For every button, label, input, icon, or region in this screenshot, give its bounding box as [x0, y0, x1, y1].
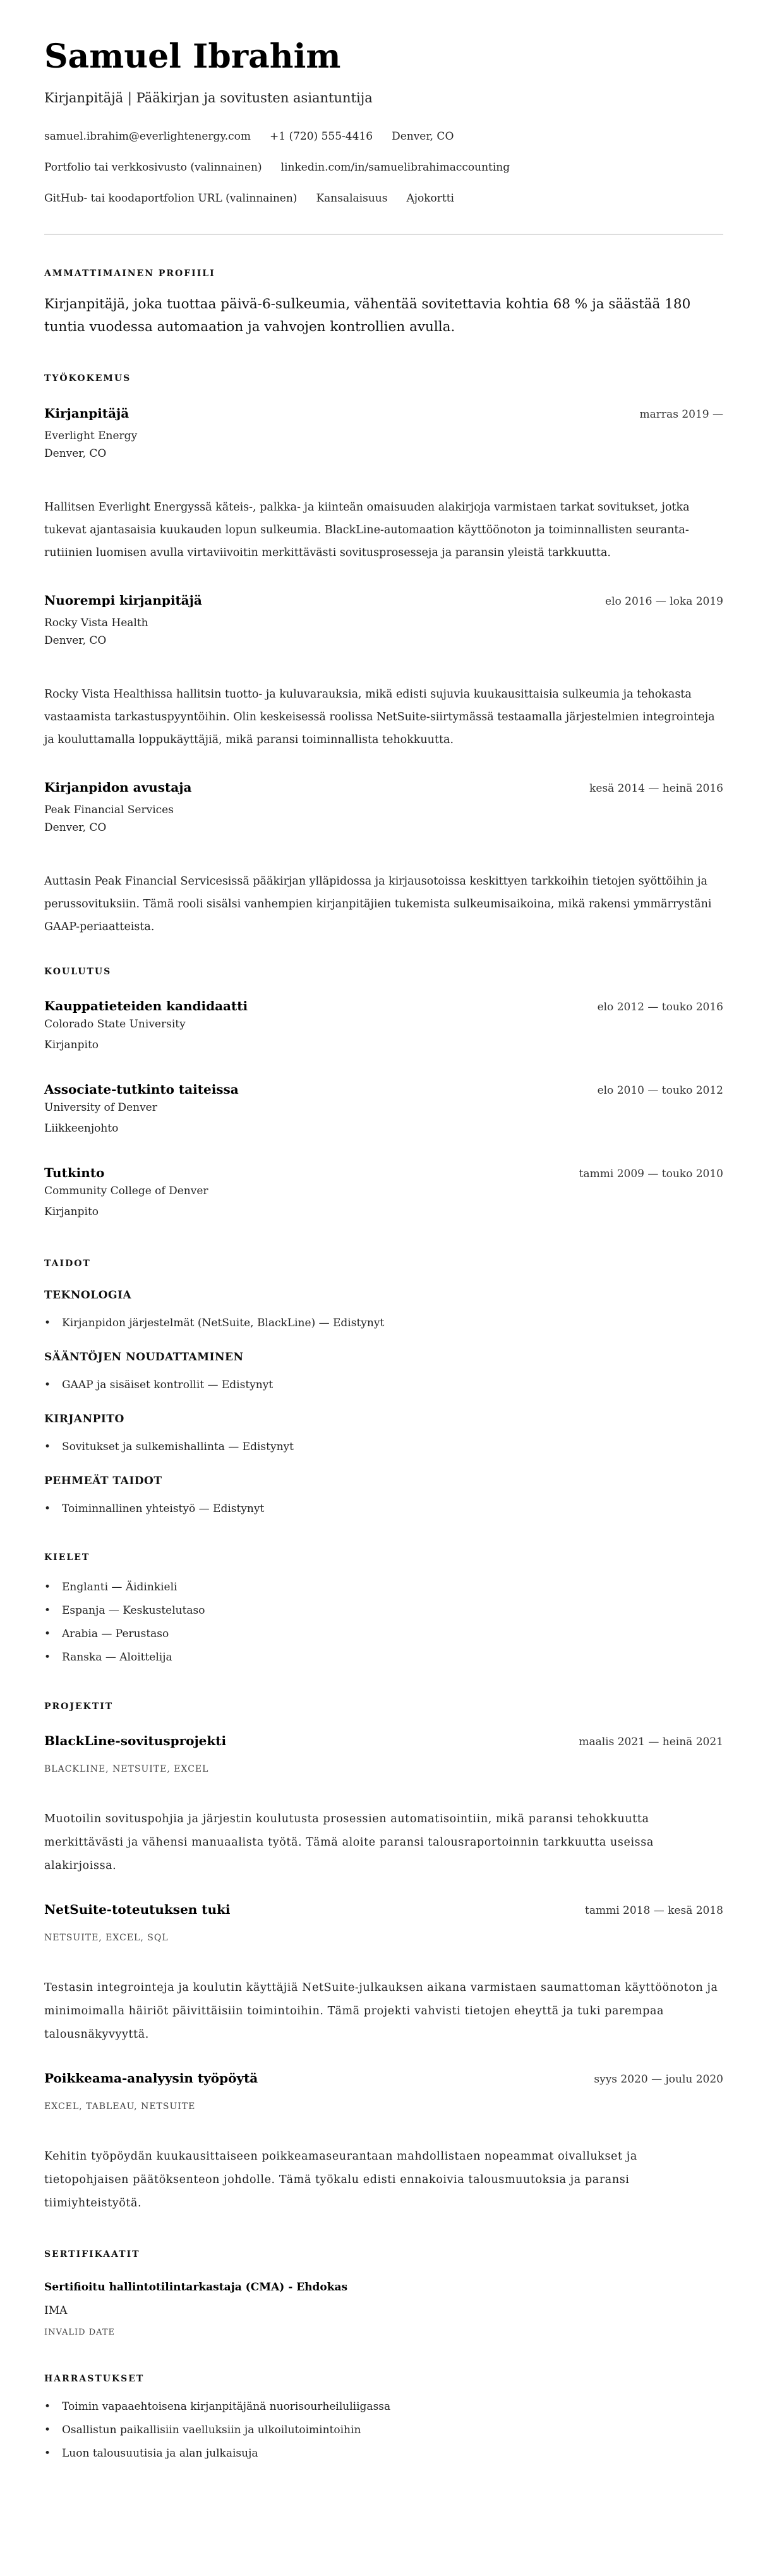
project-entry	[44, 1901, 723, 2047]
job-entry	[44, 404, 723, 564]
section-title: PROJEKTIT	[44, 1702, 114, 1712]
list-item-text: Toimin vapaaehtoisena kirjanpitäjänä nuorisourheiluliigassa	[62, 2400, 391, 2413]
skill-category: KIRJANPITO	[44, 1413, 124, 1425]
hobby-item	[44, 2419, 723, 2442]
list-item-text: Osallistun paikallisiin vaelluksiin ja ulkoilutoimintoihin	[62, 2424, 361, 2436]
school-name: Colorado State University	[44, 1018, 186, 1031]
skill-item	[44, 1497, 723, 1520]
header-divider	[44, 234, 723, 235]
date-range: tammi 2018 — kesä 2018	[584, 1904, 723, 1917]
job-description: Rocky Vista Healthissa hallitsin tuotto- ja kuluvarauksia, mikä edisti sujuvia kuukausittaisia sulkeumia ja tehokasta vastaamista tarkastuspyyntöihin. Olin keskeisessä roolissa NetSuite-siirtymässä testaamalla järjestelmien integrointeja ja kouluttamalla loppukäyttäjiä, mikä paransi toiminnallista tehokkuutta.	[44, 688, 715, 746]
bullet-icon: •	[44, 1503, 51, 1515]
date-range: tammi 2009 — touko 2010	[579, 1168, 723, 1180]
project-title: NetSuite-toteutuksen tuki	[44, 1902, 231, 1917]
list-item-text: GAAP ja sisäiset kontrollit — Edistynyt	[62, 1379, 274, 1391]
candidate-name: Samuel Ibrahim	[44, 37, 341, 76]
field-of-study: Kirjanpito	[44, 1039, 99, 1051]
list-item-text: Kirjanpidon järjestelmät (NetSuite, BlackLine) — Edistynyt	[62, 1317, 385, 1329]
school-name: University of Denver	[44, 1101, 157, 1114]
degree-title: Kauppatieteiden kandidaatti	[44, 998, 248, 1013]
entry-header	[44, 1080, 723, 1099]
experience-section	[44, 372, 723, 938]
project-tags: EXCEL, TABLEAU, NETSUITE	[44, 2101, 196, 2112]
project-description: Muotoilin sovituspohjia ja järjestin koulutusta prosessien automatisointiin, mikä paransi tehokkuutta merkittävästi ja vähensi manuaalista työtä. Tämä aloite paransi talousraportoinnin tarkkuutta useissa alakirjoissa.	[44, 1813, 654, 1872]
job-entry	[44, 591, 723, 751]
citizenship-text: Kansalaisuus	[316, 192, 388, 205]
contact-line	[44, 158, 723, 177]
skill-item	[44, 1374, 723, 1396]
bullet-icon: •	[44, 1379, 51, 1391]
bullet-icon: •	[44, 1651, 51, 1664]
bullet-icon: •	[44, 2400, 51, 2413]
project-title: BlackLine-sovitusprojekti	[44, 1733, 227, 1748]
project-tags: BLACKLINE, NETSUITE, EXCEL	[44, 1764, 209, 1774]
job-description: Auttasin Peak Financial Servicesissä pääkirjan ylläpidossa ja kirjausotoissa keskittyen tarkkoihin tietojen syöttöihin ja perussovituksiin. Tämä rooli sisälsi vanhempien kirjanpitäjien tukemista sulkeumisaikoina, mikä rakensi ymmärrystäni GAAP-periaatteista.	[44, 875, 712, 933]
job-title: Nuorempi kirjanpitäjä	[44, 593, 202, 608]
degree-title: Associate-tutkinto taiteissa	[44, 1082, 239, 1097]
profile-text: Kirjanpitäjä, joka tuottaa päivä-6-sulkeumia, vähentää sovitettavia kohtia 68 % ja säästää 180 tuntia vuodessa automaation ja vahvojen kontrollien avulla.	[44, 296, 691, 335]
skill-list	[44, 1436, 723, 1458]
date-range: syys 2020 — joulu 2020	[594, 2073, 723, 2086]
education-section	[44, 965, 723, 1225]
entry-header	[44, 778, 723, 797]
language-item	[44, 1599, 723, 1623]
section-title: SERTIFIKAATIT	[44, 2249, 140, 2259]
entry-header	[44, 997, 723, 1016]
bullet-icon: •	[44, 1604, 51, 1617]
company-name: Rocky Vista Health	[44, 617, 148, 629]
hobby-item	[44, 2442, 723, 2465]
bullet-icon: •	[44, 1317, 51, 1329]
bullet-icon: •	[44, 1581, 51, 1593]
resume-header	[44, 38, 723, 208]
date-range: kesä 2014 — heinä 2016	[589, 782, 723, 795]
section-title: TYÖKOKEMUS	[44, 373, 131, 384]
job-location: Denver, CO	[44, 821, 107, 834]
section-title: HARRASTUKSET	[44, 2374, 145, 2384]
education-entry	[44, 997, 723, 1058]
language-item	[44, 1623, 723, 1646]
certification-entry	[44, 2279, 723, 2340]
field-of-study: Liikkeenjohto	[44, 1122, 119, 1135]
language-item	[44, 1576, 723, 1599]
hobbies-section	[44, 2373, 723, 2465]
job-description: Hallitsen Everlight Energyssä käteis-, palkka- ja kiinteän omaisuuden alakirjoja varmistaen tarkat sovitukset, jotka tukevat ajantasaisia kuukauden lopun sulkeumia. BlackLine-automaation käyttöönoton ja toiminnallisten seuranta-rutiinien luomisen avulla virtaviivoitin merkittävästi sovitusprosesseja ja paransin yleistä tarkkuutta.	[44, 501, 690, 559]
date-range: elo 2016 — loka 2019	[605, 595, 723, 608]
project-entry	[44, 2069, 723, 2215]
entry-header	[44, 2069, 723, 2088]
drivers-license-text: Ajokortti	[406, 192, 454, 205]
skill-category: PEHMEÄT TAIDOT	[44, 1475, 162, 1487]
project-description: Kehitin työpöydän kuukausittaiseen poikkeamaseurantaan mahdollistaen nopeammat oivallukset ja tietopohjaisen päätöksenteon johdolle. Tämä työkalu edisti ennakoivia talousmuutoksia ja paransi tiimiyhteistyötä.	[44, 2150, 637, 2210]
job-title: Kirjanpitäjä	[44, 406, 129, 421]
skill-item	[44, 1436, 723, 1458]
bullet-icon: •	[44, 1628, 51, 1640]
entry-header	[44, 1901, 723, 1920]
section-title: TAIDOT	[44, 1259, 91, 1269]
location-text: Denver, CO	[392, 130, 454, 143]
company-name: Peak Financial Services	[44, 804, 174, 816]
list-item-text: Englanti — Äidinkieli	[62, 1581, 177, 1593]
list-item-text: Espanja — Keskustelutaso	[62, 1604, 205, 1617]
languages-section	[44, 1551, 723, 1669]
section-title: KIELET	[44, 1552, 90, 1563]
field-of-study: Kirjanpito	[44, 1206, 99, 1218]
email-link[interactable]: samuel.ibrahim@everlightenergy.com	[44, 130, 251, 143]
skill-list	[44, 1497, 723, 1520]
phone-text: +1 (720) 555-4416	[270, 130, 373, 143]
certification-date: INVALID DATE	[44, 2328, 115, 2337]
section-title: KOULUTUS	[44, 967, 112, 977]
company-name: Everlight Energy	[44, 430, 138, 442]
project-tags: NETSUITE, EXCEL, SQL	[44, 1933, 169, 1943]
profile-section	[44, 267, 723, 339]
contact-line	[44, 189, 723, 208]
project-description: Testasin integrointeja ja koulutin käyttäjiä NetSuite-julkauksen aikana varmistaen saumattoman käyttöönoton ja minimoimalla häiriöt päivittäisiin toimintoihin. Tämä projekti vahvisti tietojen eheyttä ja tuki parempaa talousnäkyvyyttä.	[44, 1981, 718, 2041]
job-title: Kirjanpidon avustaja	[44, 780, 192, 795]
skill-list	[44, 1374, 723, 1396]
github-link[interactable]: GitHub- tai koodaportfolion URL (valinnainen)	[44, 192, 298, 205]
entry-header	[44, 1164, 723, 1183]
candidate-headline: Kirjanpitäjä | Pääkirjan ja sovitusten asiantuntija	[44, 90, 373, 106]
portfolio-link[interactable]: Portfolio tai verkkosivusto (valinnainen)	[44, 161, 262, 174]
list-item-text: Luon talousuutisia ja alan julkaisuja	[62, 2447, 258, 2460]
section-title: AMMATTIMAINEN PROFIILI	[44, 269, 215, 279]
education-entry	[44, 1080, 723, 1141]
certification-issuer: IMA	[44, 2304, 68, 2317]
bullet-icon: •	[44, 1441, 51, 1453]
skill-list	[44, 1312, 723, 1334]
contact-line	[44, 127, 723, 146]
list-item-text: Sovitukset ja sulkemishallinta — Edistynyt	[62, 1441, 294, 1453]
bullet-icon: •	[44, 2424, 51, 2436]
linkedin-link[interactable]: linkedin.com/in/samuelibrahimaccounting	[280, 161, 510, 174]
projects-section	[44, 1700, 723, 2215]
hobby-item	[44, 2395, 723, 2419]
job-entry	[44, 778, 723, 938]
education-entry	[44, 1164, 723, 1225]
bullet-icon: •	[44, 2447, 51, 2460]
skill-item	[44, 1312, 723, 1334]
project-title: Poikkeama-analyysin työpöytä	[44, 2071, 258, 2086]
entry-header	[44, 404, 723, 423]
skills-section	[44, 1257, 723, 1520]
job-location: Denver, CO	[44, 634, 107, 647]
date-range: maalis 2021 — heinä 2021	[579, 1736, 723, 1748]
degree-title: Tutkinto	[44, 1165, 105, 1180]
certification-name: Sertifioitu hallintotilintarkastaja (CMA) - Ehdokas	[44, 2281, 348, 2294]
job-location: Denver, CO	[44, 447, 107, 460]
date-range: marras 2019 —	[639, 408, 723, 421]
certifications-section	[44, 2248, 723, 2340]
list-item-text: Arabia — Perustaso	[62, 1628, 169, 1640]
list-item-text: Toiminnallinen yhteistyö — Edistynyt	[62, 1503, 265, 1515]
entry-header	[44, 1732, 723, 1751]
resume-page	[0, 38, 758, 2491]
skill-category: TEKNOLOGIA	[44, 1289, 132, 1302]
language-item	[44, 1646, 723, 1669]
skill-category: SÄÄNTÖJEN NOUDATTAMINEN	[44, 1351, 244, 1364]
date-range: elo 2012 — touko 2016	[597, 1001, 723, 1013]
list-item-text: Ranska — Aloittelija	[62, 1651, 172, 1664]
project-entry	[44, 1732, 723, 1878]
school-name: Community College of Denver	[44, 1185, 208, 1197]
entry-header	[44, 591, 723, 610]
date-range: elo 2010 — touko 2012	[597, 1084, 723, 1097]
